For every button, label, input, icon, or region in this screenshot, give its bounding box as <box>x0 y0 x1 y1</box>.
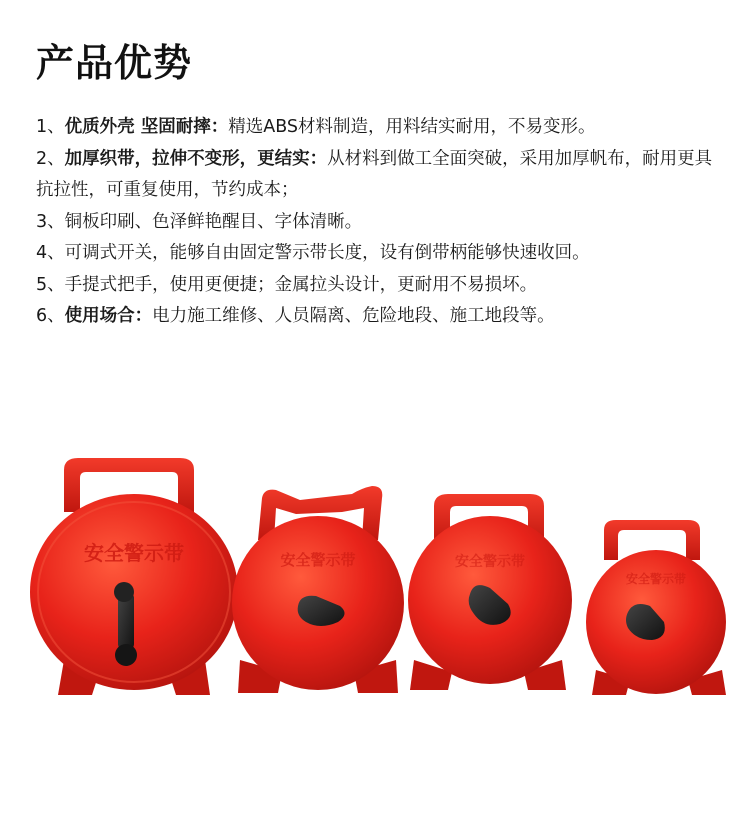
product-photo <box>0 440 750 710</box>
reel-small <box>586 520 726 695</box>
feature-highlight: 使用场合： <box>64 306 153 326</box>
feature-text: 电力施工维修、人员隔离、危险地段、施工地段等。 <box>152 306 555 326</box>
feature-number: 1、 <box>36 117 65 137</box>
reel-medium-1 <box>232 486 404 693</box>
reel-label: 安全警示带 <box>455 554 525 570</box>
feature-item-4 <box>36 238 726 270</box>
reel-label: 安全警示带 <box>625 572 687 586</box>
feature-text: 从材料到做工全面突破，采用加厚帆布，耐用更具抗拉性，可重复使用，节约成本； <box>36 148 713 200</box>
feature-text: 可调式开关，能够自由固定警示带长度，设有倒带柄能够快速收回。 <box>64 243 590 263</box>
feature-highlight: 加厚织带，拉伸不变形，更结实： <box>64 148 328 169</box>
page-title: 产品优势 <box>36 41 193 85</box>
feature-list <box>36 112 726 333</box>
feature-highlight: 优质外壳 坚固耐摔： <box>64 117 229 137</box>
feature-item-1 <box>36 112 726 144</box>
reel-medium-2 <box>408 494 572 690</box>
reel-label: 安全警示带 <box>84 541 184 565</box>
reel-large-crank <box>30 458 238 695</box>
feature-number: 5、 <box>36 274 65 295</box>
feature-number: 2、 <box>36 148 65 169</box>
feature-item-2 <box>36 144 726 207</box>
feature-text: 精选ABS材料制造，用料结实耐用，不易变形。 <box>228 117 596 137</box>
feature-text: 手提式把手，使用更便捷；金属拉头设计，更耐用不易损坏。 <box>64 274 538 295</box>
feature-item-3 <box>36 207 726 239</box>
feature-item-6 <box>36 301 726 333</box>
feature-number: 4、 <box>36 243 65 263</box>
feature-item-5 <box>36 270 726 302</box>
reel-label: 安全警示带 <box>280 551 356 569</box>
feature-text: 铜板印刷、色泽鲜艳醒目、字体清晰。 <box>64 211 363 232</box>
feature-number: 6、 <box>36 306 65 326</box>
feature-number: 3、 <box>36 211 65 232</box>
